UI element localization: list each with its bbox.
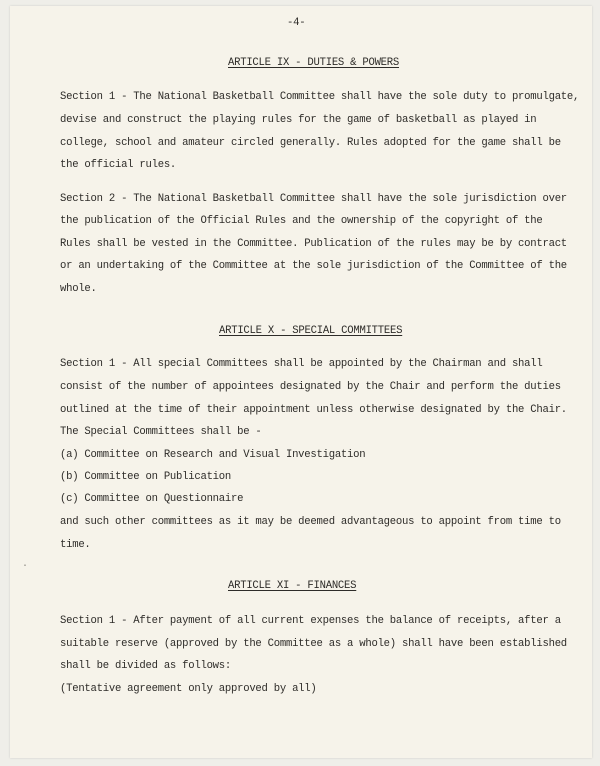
committee-list-item: (c) Committee on Questionnaire xyxy=(60,493,244,505)
article-9-section-1-line: college, school and amateur circled generally. Rules adopted for the game shall be xyxy=(60,137,561,149)
committee-list-item: (a) Committee on Research and Visual Investigation xyxy=(60,449,366,461)
article-9-section-1-line: Section 1 - The National Basketball Committee shall have the sole duty to promulgate, xyxy=(60,91,580,103)
article-11-section-1-line: shall be divided as follows: xyxy=(60,660,232,672)
stray-ink-mark: · xyxy=(22,561,28,572)
article-9-section-2-line: Section 2 - The National Basketball Committee shall have the sole jurisdiction over xyxy=(60,193,567,205)
article-10-section-1-line: outlined at the time of their appointment unless otherwise designated by the Chair. xyxy=(60,404,567,416)
article-9-heading: ARTICLE IX - DUTIES & POWERS xyxy=(228,57,400,69)
article-9-section-2-line: or an undertaking of the Committee at the sole jurisdiction of the Committee of the xyxy=(60,260,567,272)
article-9-section-2-line: Rules shall be vested in the Committee. Publication of the rules may be by contract xyxy=(60,238,567,250)
article-11-section-1-line: (Tentative agreement only approved by all) xyxy=(60,683,317,695)
article-9-section-1-line: devise and construct the playing rules for the game of basketball as played in xyxy=(60,114,537,126)
article-11-section-1-line: suitable reserve (approved by the Committee as a whole) shall have been established xyxy=(60,638,567,650)
article-11-section-1-line: Section 1 - After payment of all current expenses the balance of receipts, after a xyxy=(60,615,561,627)
page-number: -4- xyxy=(287,17,306,29)
committee-list-item: (b) Committee on Publication xyxy=(60,471,232,483)
article-11-heading: ARTICLE XI - FINANCES xyxy=(228,580,357,592)
article-10-section-1-line: Section 1 - All special Committees shall be appointed by the Chairman and shall xyxy=(60,358,543,370)
article-9-section-2-line: the publication of the Official Rules and the ownership of the copyright of the xyxy=(60,215,543,227)
article-10-heading: ARTICLE X - SPECIAL COMMITTEES xyxy=(219,325,403,337)
article-10-closing-line: time. xyxy=(60,539,91,551)
article-9-section-1-line: the official rules. xyxy=(60,159,177,171)
article-10-section-1-line: consist of the number of appointees designated by the Chair and perform the duties xyxy=(60,381,561,393)
article-10-section-1-line: The Special Committees shall be - xyxy=(60,426,262,438)
article-9-section-2-line: whole. xyxy=(60,283,97,295)
article-10-closing-line: and such other committees as it may be deemed advantageous to appoint from time to xyxy=(60,516,561,528)
